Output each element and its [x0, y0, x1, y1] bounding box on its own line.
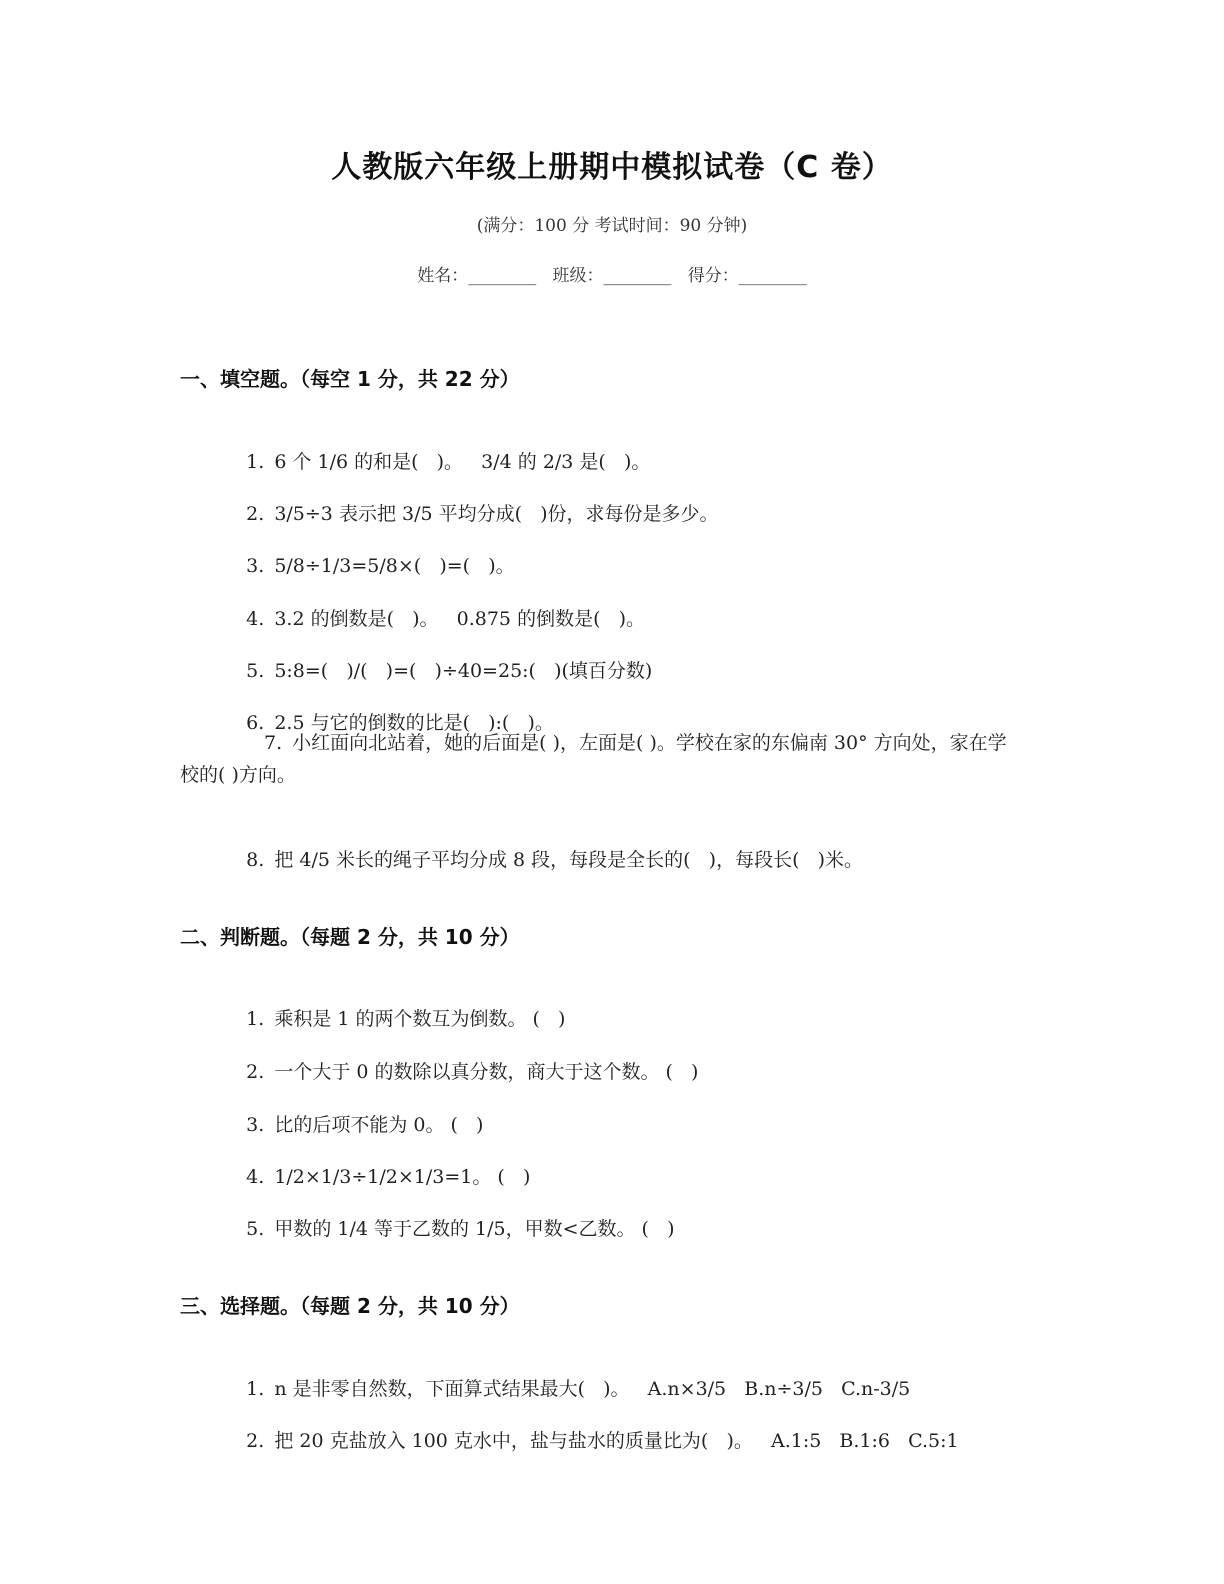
question-number: 2. — [246, 503, 265, 525]
question-item — [222, 812, 863, 908]
question-number: 3. — [246, 1114, 265, 1136]
question-number: 1. — [246, 1378, 265, 1400]
question-number: 4. — [246, 1166, 265, 1188]
question-text: 把 20 克盐放入 100 克水中，盐与盐水的质量比为( )。 A.1:5 B.1:6 C.5:1 — [274, 1430, 959, 1452]
question-text: 3.2 的倒数是( )。 0.875 的倒数是( )。 — [274, 608, 646, 630]
section-heading-fill-blank: 一、填空题。（每空 1 分，共 22 分） — [180, 367, 520, 391]
question-text: 6 个 1/6 的和是( )。 3/4 的 2/3 是( )。 — [274, 451, 651, 473]
question-item — [222, 1393, 959, 1489]
question-number: 2. — [246, 1061, 265, 1083]
question-text: 甲数的 1/4 等于乙数的 1/5，甲数<乙数。 ( ) — [274, 1218, 675, 1240]
question-item — [222, 1181, 675, 1277]
question-number: 3. — [246, 555, 265, 577]
question-text: 小红面向北站着，她的后面是( )，左面是( )。学校在家的东偏南 30° 方向处，家在学校的( )方向。 — [180, 732, 1007, 786]
question-number: 4. — [246, 608, 265, 630]
question-number: 6. — [246, 712, 265, 734]
question-number: 1. — [246, 1008, 265, 1030]
question-number: 7. — [264, 732, 283, 754]
question-text: 5/8÷1/3=5/8×( )=( )。 — [274, 555, 515, 577]
question-text: 比的后项不能为 0。 ( ) — [274, 1114, 484, 1136]
question-text: 把 4/5 米长的绳子平均分成 8 段，每段是全长的( )，每段长( )米。 — [274, 849, 864, 871]
section-heading-multiple-choice: 三、选择题。（每题 2 分，共 10 分） — [180, 1294, 520, 1318]
page-title: 人教版六年级上册期中模拟试卷（C 卷） — [331, 150, 893, 185]
question-number: 5. — [246, 660, 265, 682]
exam-subtitle: (满分：100 分 考试时间：90 分钟) — [476, 216, 748, 236]
question-text: 3/5÷3 表示把 3/5 平均分成( )份，求每份是多少。 — [274, 503, 719, 525]
student-info-line: 姓名：________ 班级：________ 得分：________ — [417, 266, 807, 286]
question-text: 1/2×1/3÷1/2×1/3=1。 ( ) — [274, 1166, 531, 1188]
question-text: n 是非零自然数，下面算式结果最大( )。 A.n×3/5 B.n÷3/5 C.n-3/5 — [274, 1378, 911, 1400]
question-number: 2. — [246, 1430, 265, 1452]
question-number: 8. — [246, 849, 265, 871]
question-number: 5. — [246, 1218, 265, 1240]
question-text: 一个大于 0 的数除以真分数，商大于这个数。 ( ) — [274, 1061, 699, 1083]
section-heading-true-false: 二、判断题。（每题 2 分，共 10 分） — [180, 925, 520, 949]
question-text: 5:8=( )/( )=( )÷40=25:( )(填百分数) — [274, 660, 653, 682]
question-number: 1. — [246, 451, 265, 473]
question-text: 2.5 与它的倒数的比是( ):( )。 — [274, 712, 554, 734]
question-item — [180, 727, 1020, 791]
question-text: 乘积是 1 的两个数互为倒数。 ( ) — [274, 1008, 566, 1030]
